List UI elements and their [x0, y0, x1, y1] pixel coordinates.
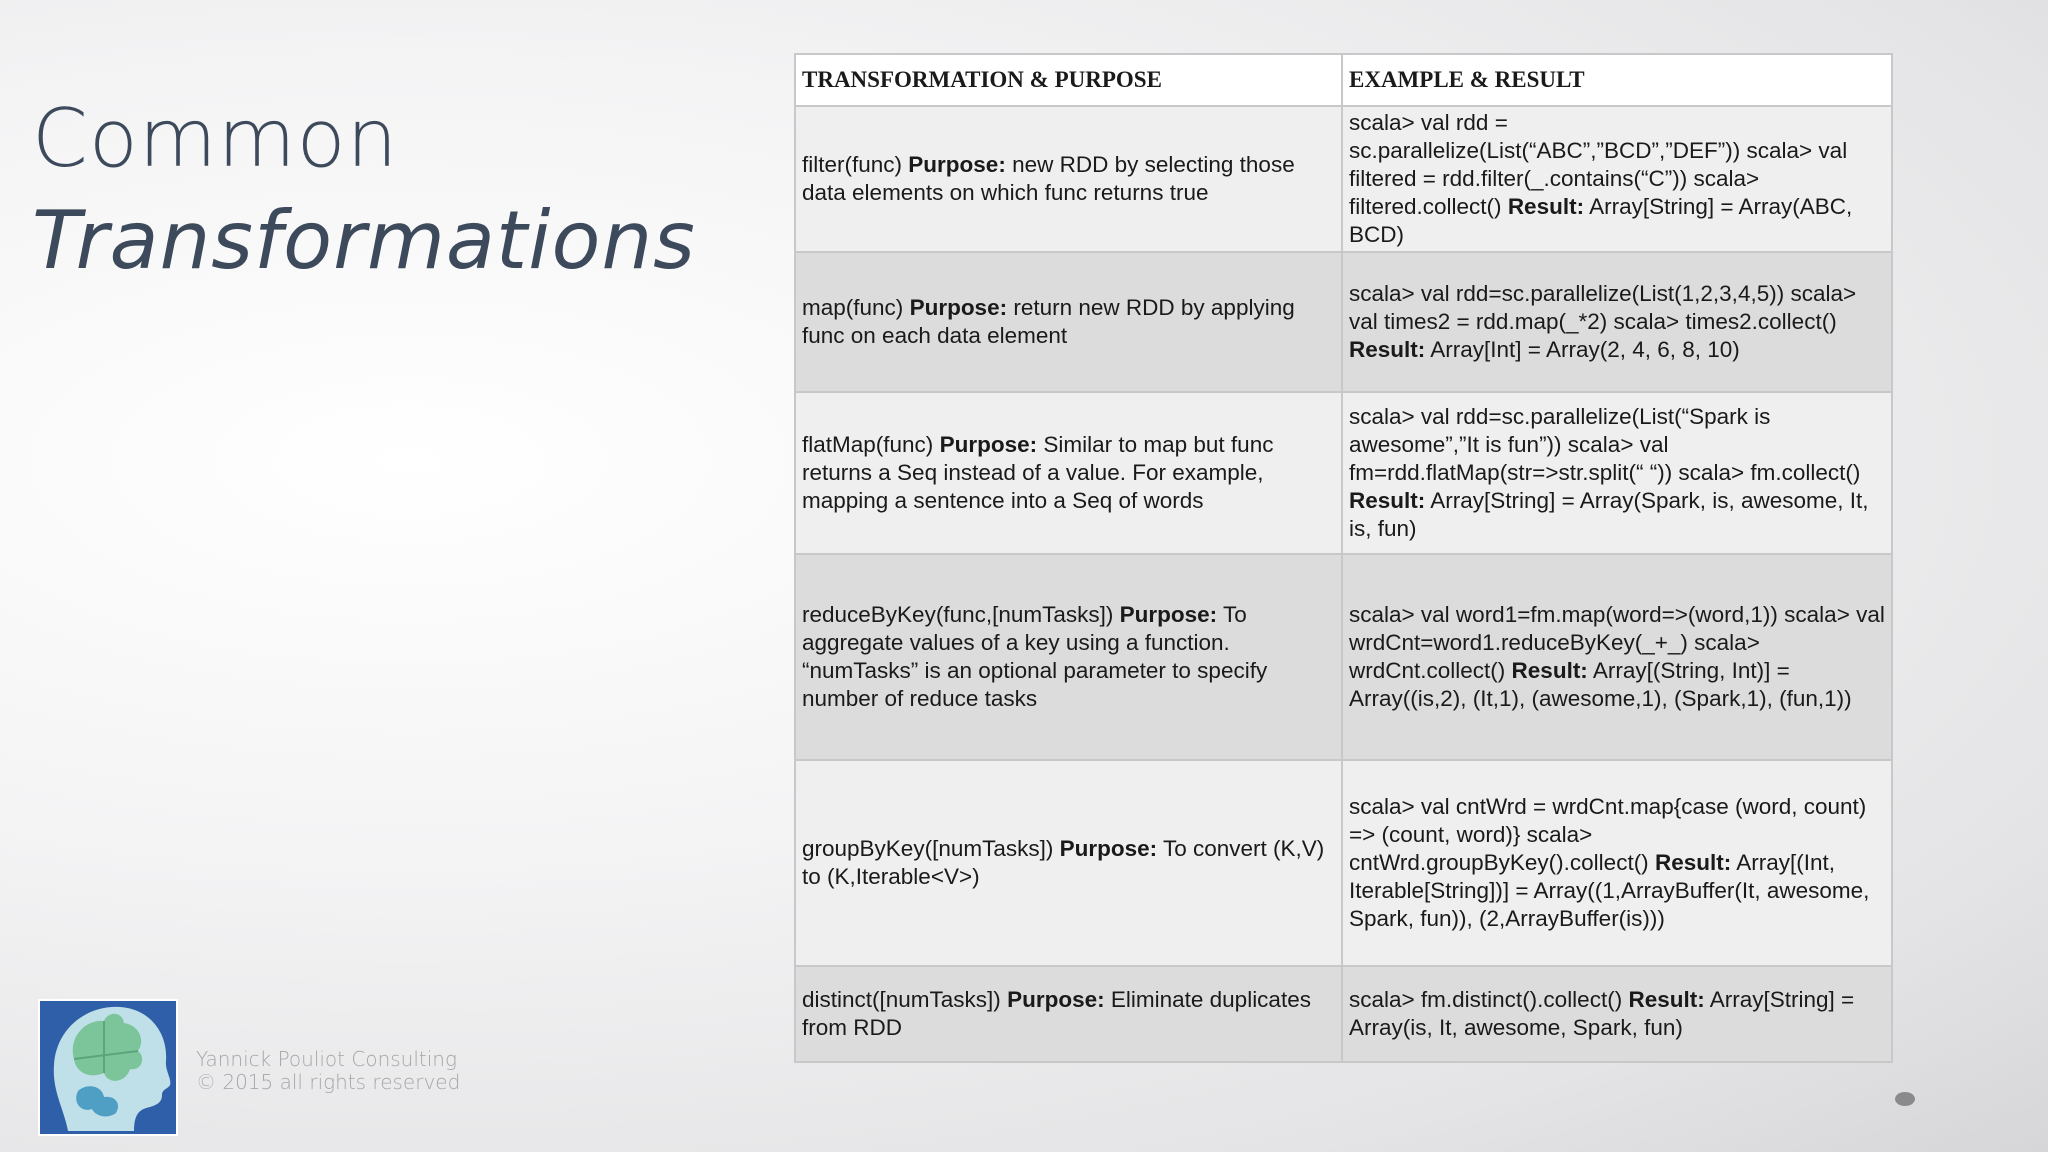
transformation-cell	[795, 760, 1342, 966]
example-code: scala> val rdd=sc.parallelize(List(1,2,3,4,5)) scala> val times2 = rdd.map(_*2) scala> times2.collect()	[1349, 281, 1857, 334]
footer-credits	[196, 1048, 460, 1094]
result-label: Result:	[1507, 194, 1585, 219]
result-label: Result:	[1511, 658, 1588, 683]
transformations-table	[794, 53, 1893, 1063]
example-cell	[1342, 106, 1892, 252]
example-cell	[1342, 252, 1892, 392]
purpose-label: Purpose:	[1059, 836, 1158, 861]
transformation-cell	[795, 252, 1342, 392]
purpose-text: new RDD by selecting those data elements on which func returns true	[802, 152, 1295, 205]
example-cell	[1342, 760, 1892, 966]
table-row	[795, 252, 1892, 392]
result-text: Array[String] = Array(Spark, is, awesome, It, is, fun)	[1349, 488, 1869, 541]
transformation-cell	[795, 554, 1342, 760]
table-row	[795, 760, 1892, 966]
example-cell	[1342, 554, 1892, 760]
result-label: Result:	[1349, 337, 1426, 362]
slide-title	[32, 88, 696, 292]
example-code: scala> val cntWrd = wrdCnt.map{case (word, count) => (count, word)} scala> cntWrd.groupByKey().collect()	[1349, 794, 1867, 875]
header-example: EXAMPLE & RESULT	[1342, 54, 1892, 106]
func-name: groupByKey([numTasks])	[802, 836, 1054, 861]
result-label: Result:	[1628, 987, 1705, 1012]
func-name: map(func)	[802, 295, 904, 320]
result-label: Result:	[1654, 850, 1732, 875]
result-text: Array[(String, Int)] = Array((is,2), (It,1), (awesome,1), (Spark,1), (fun,1))	[1349, 658, 1852, 711]
purpose-text: Similar to map but func returns a Seq instead of a value. For example, mapping a sentence into a Seq of words	[802, 432, 1274, 513]
footer-copyright: © 2015 all rights reserved	[196, 1070, 461, 1094]
footer-company: Yannick Pouliot Consulting	[196, 1047, 457, 1071]
transformation-cell	[795, 966, 1342, 1062]
example-code: scala> val word1=fm.map(word=>(word,1)) scala> val wrdCnt=word1.reduceByKey(_+_) scala> wrdCnt.collect()	[1349, 602, 1885, 683]
result-text: Array[(Int, Iterable[String])] = Array((1,ArrayBuffer(It, awesome, Spark, fun)), (2,ArrayBuffer(is)))	[1349, 850, 1870, 931]
purpose-label: Purpose:	[1119, 602, 1218, 627]
func-name: reduceByKey(func,[numTasks])	[802, 602, 1114, 627]
transformation-cell	[795, 392, 1342, 554]
puzzle-head-icon	[38, 999, 178, 1136]
purpose-label: Purpose:	[1007, 987, 1105, 1012]
table-row	[795, 554, 1892, 760]
table-header-row	[795, 54, 1892, 106]
example-code: scala> val rdd = sc.parallelize(List(“ABC”,”BCD”,”DEF”)) scala> val filtered = rdd.filter(_.contains(“C”)) scala> filtered.collect()	[1349, 110, 1848, 219]
header-transformation: TRANSFORMATION & PURPOSE	[795, 54, 1342, 106]
purpose-label: Purpose:	[908, 152, 1006, 177]
purpose-text: Eliminate duplicates from RDD	[802, 987, 1311, 1040]
func-name: filter(func)	[802, 152, 903, 177]
purpose-label: Purpose:	[909, 295, 1008, 320]
table-row	[795, 392, 1892, 554]
result-text: Array[Int] = Array(2, 4, 6, 8, 10)	[1430, 337, 1740, 362]
result-text: Array[String] = Array(is, It, awesome, Spark, fun)	[1349, 987, 1855, 1040]
example-cell	[1342, 966, 1892, 1062]
func-name: flatMap(func)	[802, 432, 934, 457]
purpose-text: return new RDD by applying func on each data element	[802, 295, 1295, 348]
example-code: scala> val rdd=sc.parallelize(List(“Spark is awesome”,”It is fun”)) scala> val fm=rdd.flatMap(str=>str.split(“ “)) scala> fm.collect()	[1349, 404, 1861, 485]
title-line-1: Common	[32, 92, 399, 185]
purpose-text: To convert (K,V) to (K,Iterable<V>)	[802, 836, 1325, 889]
result-label: Result:	[1349, 488, 1426, 513]
purpose-text: To aggregate values of a key using a function. “numTasks” is an optional parameter to specify number of reduce tasks	[802, 602, 1268, 711]
title-line-2: Transformations	[32, 194, 696, 287]
example-code: scala> fm.distinct().collect()	[1349, 987, 1623, 1012]
transformation-cell	[795, 106, 1342, 252]
table-row	[795, 106, 1892, 252]
func-name: distinct([numTasks])	[802, 987, 1001, 1012]
slide-indicator-dot	[1895, 1092, 1915, 1106]
table-row	[795, 966, 1892, 1062]
purpose-label: Purpose:	[939, 432, 1038, 457]
example-cell	[1342, 392, 1892, 554]
result-text: Array[String] = Array(ABC, BCD)	[1349, 194, 1853, 247]
